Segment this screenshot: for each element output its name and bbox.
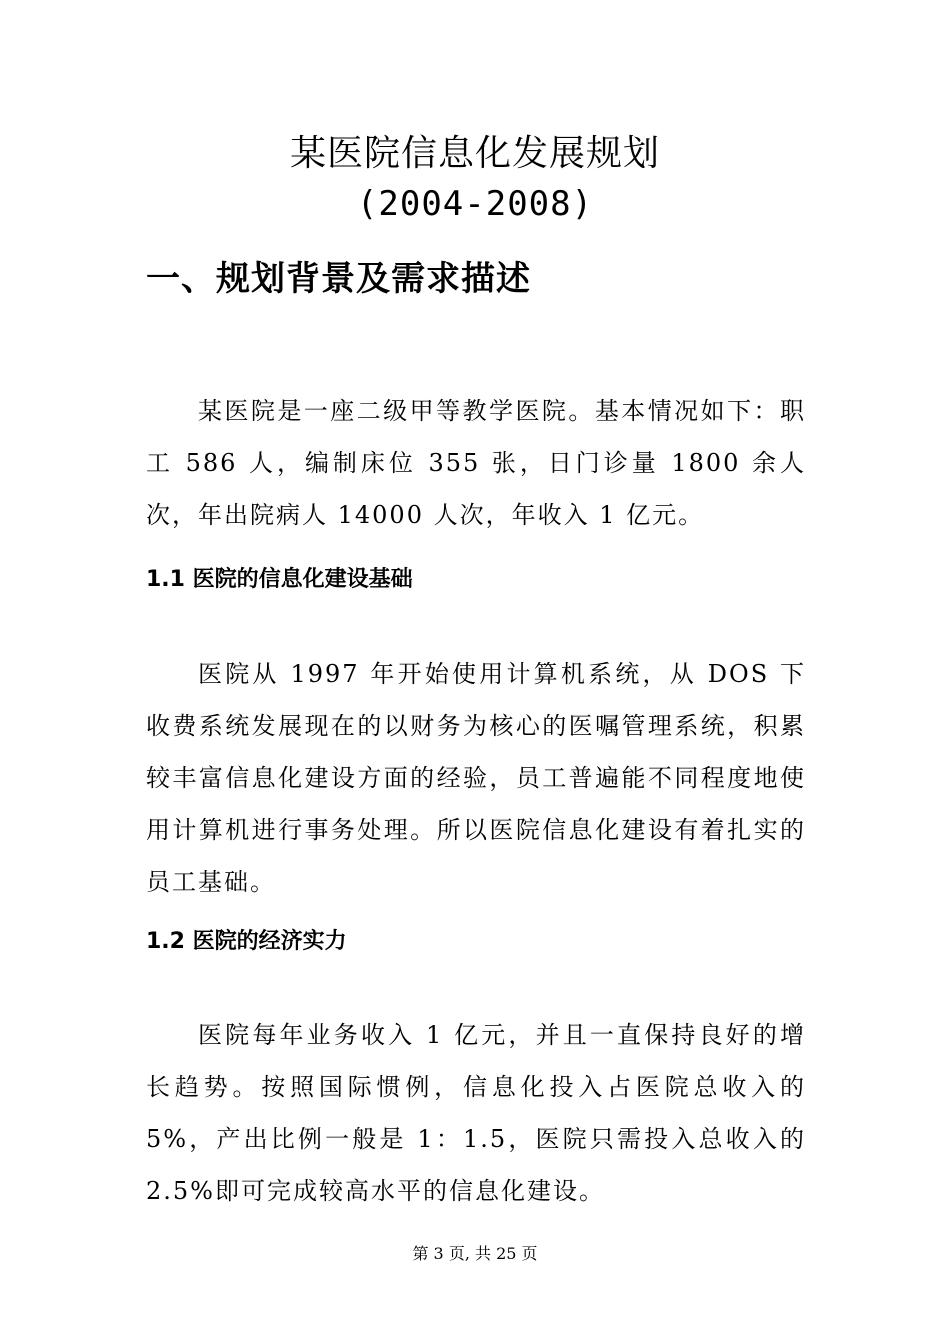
document-title-years: (2004-2008) xyxy=(356,184,594,224)
section-heading: 一、规划背景及需求描述 xyxy=(146,259,531,299)
page-number-footer: 第 3 页, 共 25 页 xyxy=(412,1244,538,1263)
subsection-heading-1-1: 1.1 医院的信息化建设基础 xyxy=(146,567,413,592)
document-title: 某医院信息化发展规划 xyxy=(289,133,660,174)
intro-paragraph: 某医院是一座二级甲等教学医院。基本情况如下：职工 586 人，编制床位 355 张，日门诊量 1800 余人次，年出院病人 14000 人次，年收入 1 亿元。 xyxy=(146,397,806,529)
subsection-heading-1-2: 1.2 医院的经济实力 xyxy=(146,929,347,954)
subsection-paragraph-1-2: 医院每年业务收入 1 亿元，并且一直保持良好的增长趋势。按照国际惯例，信息化投入占医院总收入的 5%，产出比例一般是 1：1.5，医院只需投入总收入的 2.5%即可完成较高水平的信息化建设。 xyxy=(146,1021,806,1205)
subsection-paragraph-1-1: 医院从 1997 年开始使用计算机系统，从 DOS 下收费系统发展现在的以财务为核心的医嘱管理系统，积累较丰富信息化建设方面的经验，员工普遍能不同程度地使用计算机进行事务处理。所以医院信息化建设有着扎实的员工基础。 xyxy=(146,660,806,896)
